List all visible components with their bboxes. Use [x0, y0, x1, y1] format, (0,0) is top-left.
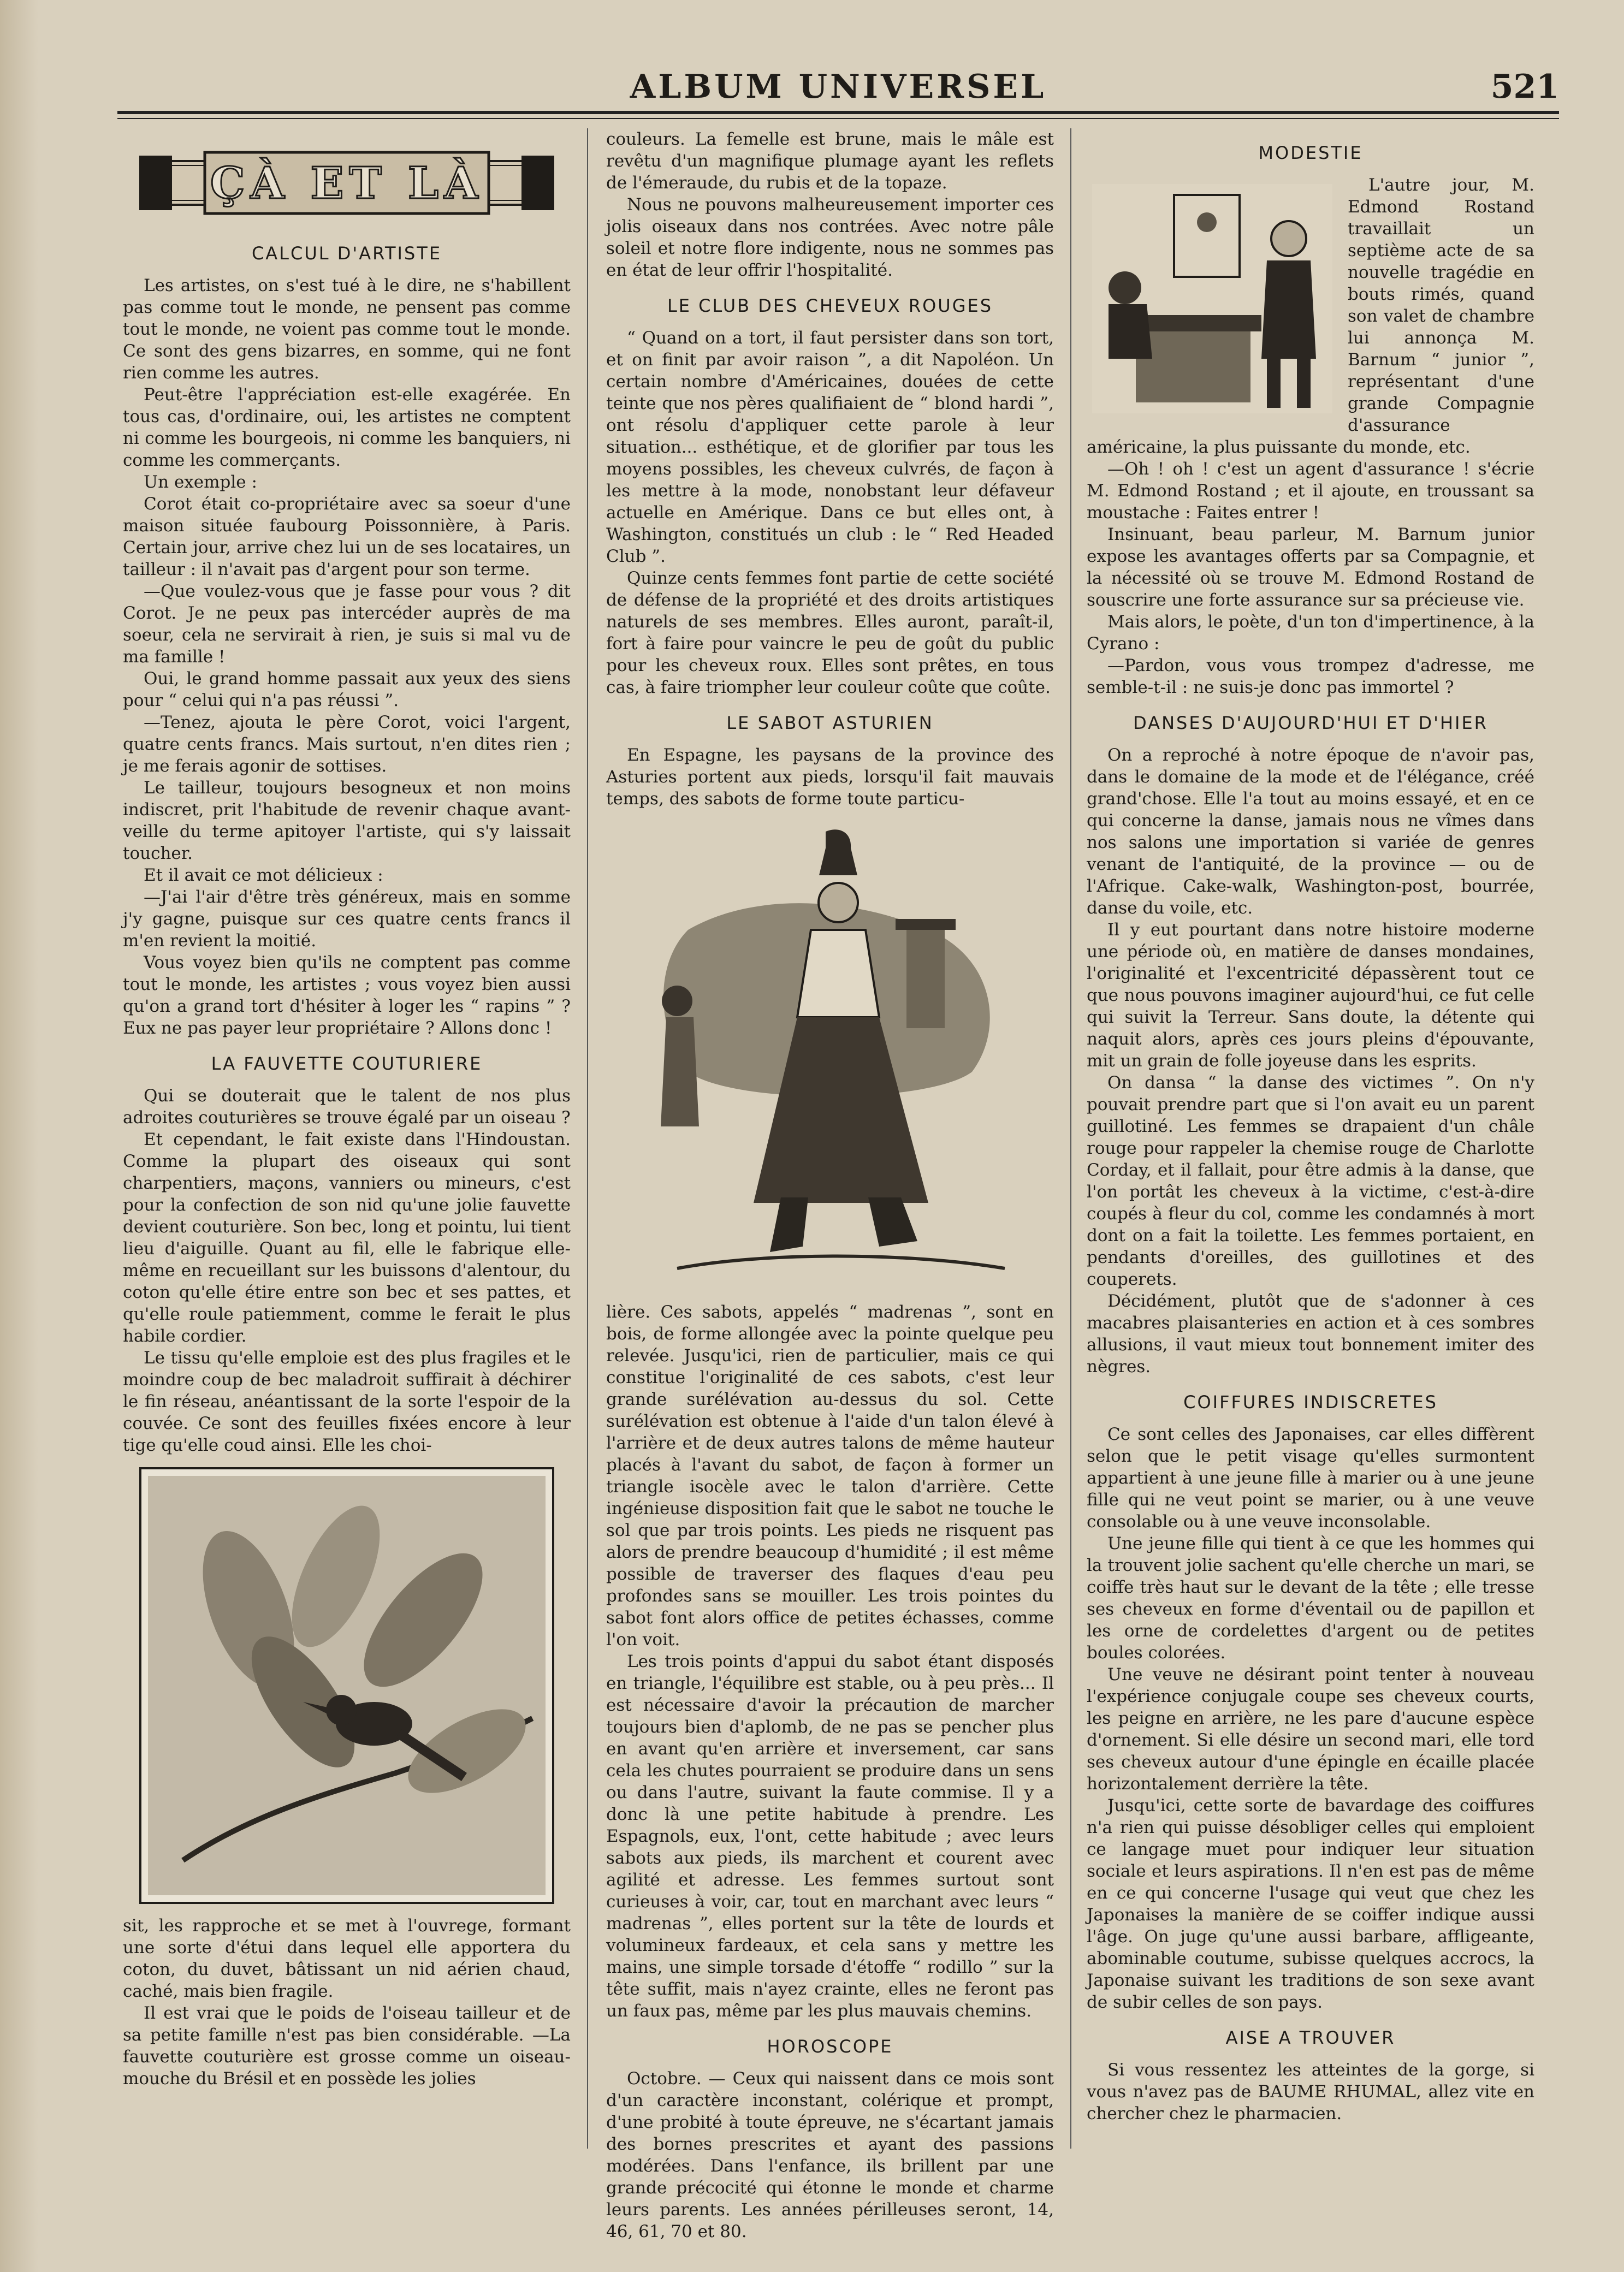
bird-illustration	[139, 1467, 554, 1904]
paragraph: Il est vrai que le poids de l'oiseau tailleur et de sa petite famille n'est pas bien considérable. —La fauvette couturière est grosse comme un oiseau-mouche du Brésil et en possède les jolies	[123, 2003, 571, 2089]
paragraph: —Tenez, ajouta le père Corot, voici l'argent, quatre cents francs. Mais surtout, n'en dites rien ; je me ferais agonir de sottises.	[123, 713, 571, 776]
paragraph: —Que voulez-vous que je fasse pour vous ? dit Corot. Je ne peux pas intercéder auprès de ma soeur, cela ne servirait à rien, je suis si mal vu de ma famille !	[123, 582, 571, 667]
section-title: COIFFURES INDISCRETES	[1183, 1392, 1438, 1413]
paragraph: lière. Ces sabots, appelés “ madrenas ”, sont en bois, de forme allongée avec la pointe quelque peu relevée. Jusqu'ici, rien de particulier, mais ce qui constitue l'originalité de ces sabots, c'est leur grande surélévation au-dessus du sol. Cette surélévation est obtenue à l'aide d'un talon élevé à l'arrière et de deux autres talons de même hauteur placés à l'avant du sabot, de façon à former un triangle isocèle avec le talon d'arrière. Cette ingénieuse disposition fait que le sabot ne touche le sol que par trois points. Les pieds ne risquent pas alors de prendre beaucoup d'humidité ; il est même possible de traverser des flaques d'eau peu profondes sans se mouiller. Les trois pointes du sabot font alors office de petites échasses, comme l'on voit.	[606, 1302, 1054, 1650]
section-title: LE CLUB DES CHEVEUX ROUGES	[667, 295, 993, 316]
paragraph: Les trois points d'appui du sabot étant disposés en triangle, l'équilibre est stable, ou à peu près... Il est nécessaire d'avoir la précaution de marcher toujours bien d'aplomb, de ne pas se pencher plus en avant qu'en arrière et inversement, car sans cela les chutes pourraient se produire dans un sens ou dans l'autre, suivant la faute commise. Il y a donc là une petite habitude à prendre. Les Espagnols, eux, l'ont, cette habitude ; avec leurs sabots aux pieds, ils marchent et courent avec agilité et adresse. Les femmes surtout sont curieuses à voir, car, tout en marchant avec leurs “ madrenas ”, elles portent sur la tête de lourds et volumineux fardeaux, et cela sans y mettre les mains, une simple torsade d'étoffe “ rodillo ” sur la tête suffit, mais n'ayez crainte, elles ne feront pas un faux pas, même par les plus mauvais chemins.	[606, 1652, 1054, 2021]
paragraph: Quinze cents femmes font partie de cette société de défense de la propriété et des droits artistiques naturels de ses membres. Elles auront, paraît-il, fort à faire pour vaincre le peu de goût du public pour les cheveux roux. Elles sont prêtes, en tous cas, à faire triompher leur couleur coûte que coûte.	[606, 568, 1054, 697]
column-2	[606, 128, 1054, 2241]
paragraph: Une veuve ne désirant point tenter à nouveau l'expérience conjugale coupe ses cheveux courts, les peigne en arrière, ne les pare d'aucune espèce d'ornement. Si elle désire un second mari, elle tord ses cheveux autour d'une épingle en écaille placée horizontalement derrière la tête.	[1087, 1665, 1534, 1794]
paragraph: Insinuant, beau parleur, M. Barnum junior expose les avantages offerts par sa Compagnie, et la nécessité où se trouve M. Edmond Rostand de souscrire une forte assurance sur sa précieuse vie.	[1087, 525, 1534, 610]
column-divider	[1070, 128, 1071, 2149]
paragraph: Vous voyez bien qu'ils ne comptent pas comme tout le monde, les artistes ; vous voyez bien aussi qu'on a grand tort d'hésiter à loger les “ rapins ” ? Eux ne pas payer leur propriétaire ? Allons donc !	[123, 953, 571, 1038]
section-title: MODESTIE	[1258, 143, 1363, 163]
paragraph: Une jeune fille qui tient à ce que les hommes qui la trouvent jolie sachent qu'elle cherche un mari, se coiffe très haut sur le devant de la tête ; elle tresse ses cheveux en forme d'éventail ou de papillon et les orne de cordelettes d'argent ou de petites boules colorées.	[1087, 1534, 1534, 1663]
journal-title: ALBUM UNIVERSEL	[630, 68, 1047, 106]
paragraph: Corot était co-propriétaire avec sa soeur d'une maison située faubourg Poissonnière, à Paris. Certain jour, arrive chez lui un de ses locataires, un tailleur : il n'avait pas d'argent pour son terme.	[123, 494, 571, 579]
paragraph: Décidément, plutôt que de s'adonner à ces macabres plaisanteries en action et à ces sombres allusions, il vaut mieux tout bonnement imiter des nègres.	[1087, 1291, 1534, 1377]
column-1	[123, 128, 571, 2149]
paragraph: Le tissu qu'elle emploie est des plus fragiles et le moindre coup de bec maladroit suffirait à déchirer le fin réseau, anéantissant de la sorte l'espoir de la couvée. Ce sont des feuilles fixées encore à leur tige qu'elle coud ainsi. Elle les choi-	[123, 1348, 571, 1455]
paragraph: Jusqu'ici, cette sorte de bavardage des coiffures n'a rien qui puisse désobliger celles qui emploient ce langage muet pour indiquer leur situation sociale et leurs aspirations. Il n'en est pas de même en ce qui concerne l'usage qui veut que chez les Japonaises la manière de se coiffer indique aussi l'âge. On juge qu'une aussi barbare, affligeante, abominable coutume, subisse quelques accrocs, la Japonaise suivant les traditions de son sexe avant de subir celles de son pays.	[1087, 1796, 1534, 2012]
paragraph: Qui se douterait que le talent de nos plus adroites couturières se trouve égalé par un oiseau ?	[123, 1086, 571, 1128]
section-title: AISE A TROUVER	[1225, 2027, 1396, 2048]
paragraph: En Espagne, les paysans de la province des Asturies portent aux pieds, lorsqu'il fait mauvais temps, des sabots de forme toute particu-	[606, 745, 1054, 809]
section-title: LA FAUVETTE COUTURIERE	[211, 1053, 483, 1074]
paragraph: sit, les rapproche et se met à l'ouvrege, formant une sorte d'étui dans lequel elle apportera du coton, du duvet, bâtissant un nid aérien chaud, caché, mais bien fragile.	[123, 1916, 571, 2001]
paragraph: “ Quand on a tort, il faut persister dans son tort, et on finit par avoir raison ”, a dit Napoléon. Un certain nombre d'Américaines, douées de cette teinte que nos pères qualifiaient de “ blond hardi ”, ont résolu d'appliquer cette parole à leur situation... esthétique, et de glorifier par tous les moyens possibles, les cheveux culvrés, de façon à les mettre à la mode, nonobstant leur défaveur actuelle en Amérique. Dans ce but elles ont, à Washington, constitués un club : le “ Red Headed Club ”.	[606, 328, 1054, 566]
paragraph: Mais alors, le poète, d'un ton d'impertinence, à la Cyrano :	[1087, 612, 1534, 654]
paragraph: —J'ai l'air d'être très généreux, mais en somme j'y gagne, puisque sur ces quatre cents francs il m'en revient la moitié.	[123, 887, 571, 951]
paragraph: Et il avait ce mot délicieux :	[144, 865, 383, 885]
paragraph: Les artistes, on s'est tué à le dire, ne s'habillent pas comme tout le monde, ne pensent pas comme tout le monde, ne voient pas comme tout le monde. Ce sont des gens bizarres, en somme, qui ne font rien comme les autres.	[123, 276, 571, 383]
paragraph: —Oh ! oh ! c'est un agent d'assurance ! s'écrie M. Edmond Rostand ; et il ajoute, en troussant sa moustache : Faites entrer !	[1087, 459, 1534, 523]
paragraph: Nous ne pouvons malheureusement importer ces jolis oiseaux dans nos contrées. Avec notre pâle soleil et notre flore indigente, nous ne sommes pas en état de leur offrir l'hospitalité.	[606, 195, 1054, 280]
section-title: CALCUL D'ARTISTE	[251, 243, 442, 264]
paragraph: Un exemple :	[144, 472, 257, 492]
paragraph: On dansa “ la danse des victimes ”. On n'y pouvait prendre part que si l'on avait eu un parent guillotiné. Les femmes se drapaient d'un châle rouge pour rappeler la chemise rouge de Charlotte Corday, et il fallait, pour être admis à la danse, que l'on portât les cheveux à la victime, c'est-à-dire coupés à fleur du col, comme les condamnés à mort dont on a fait la toilette. Les femmes portaient, en pendants d'oreilles, des guillotines et des couperets.	[1087, 1073, 1534, 1289]
column-divider	[587, 128, 588, 2149]
section-title: HOROSCOPE	[767, 2036, 893, 2057]
paragraph: Si vous ressentez les atteintes de la gorge, si vous n'avez pas de BAUME RHUMAL, allez vite en chercher chez le pharmacien.	[1087, 2060, 1534, 2123]
paragraph: On a reproché à notre époque de n'avoir pas, dans le domaine de la mode et de l'élégance, créé grand'chose. Elle l'a tout au moins essayé, et en ce qui concerne la danse, jamais nous ne vîmes dans nos salons une importation si variée de genres venant de l'antiquité, de la province — ou de l'Afrique. Cake-walk, Washington-post, bourrée, danse du voile, etc.	[1087, 745, 1534, 918]
paragraph: —Pardon, vous vous trompez d'adresse, me semble-t-il : ne suis-je donc pas immortel ?	[1087, 656, 1534, 697]
section-title: DANSES D'AUJOURD'HUI ET D'HIER	[1133, 713, 1488, 733]
header-rule-thin	[117, 118, 1559, 119]
page-header	[117, 66, 1559, 108]
paragraph: couleurs. La femelle est brune, mais le mâle est revêtu d'un magnifique plumage ayant les reflets de l'émeraude, du rubis et de la topaze.	[606, 129, 1054, 193]
paragraph: Peut-être l'appréciation est-elle exagérée. En tous cas, d'ordinaire, oui, les artistes ne comptent ni comme les bourgeois, ni comme les banquiers, ni comme les commerçants.	[123, 385, 571, 470]
paragraph: Il y eut pourtant dans notre histoire moderne une période où, en matière de danses mondaines, l'originalité et l'excentricité dépassèrent tout ce que nous pouvons imaginer aujourd'hui, ce fut celle qui suivit la Terreur. Sans doute, la détente qui naquit alors, après ces jours pleins d'épouvante, mit un grain de folle joyeuse dans les esprits.	[1087, 920, 1534, 1071]
column-3	[1087, 128, 1534, 2149]
binding-edge	[0, 0, 38, 2272]
header-rule	[117, 111, 1559, 114]
section-banner	[139, 145, 554, 221]
section-title: LE SABOT ASTURIEN	[726, 713, 934, 733]
paragraph: Oui, le grand homme passait aux yeux des siens pour “ celui qui n'a pas réussi ”.	[123, 669, 571, 710]
paragraph: L'autre jour, M. Edmond Rostand travaillait un septième acte de sa nouvelle tragédie en bouts rimés, quand son valet de chambre lui annonça M. Barnum “ junior ”, représentant d'une grande Compagnie d'assurance américaine, la plus puissante du monde, etc.	[1087, 175, 1534, 457]
paragraph: Le tailleur, toujours besogneux et non moins indiscret, prit l'habitude de revenir chaque avant-veille du terme apitoyer l'artiste, qui s'y laissait toucher.	[123, 778, 571, 863]
svg-text:ÇÀ ET LÀ: ÇÀ ET LÀ	[210, 157, 484, 209]
paragraph: Ce sont celles des Japonaises, car elles diffèrent selon que le petit visage qu'elles surmontent appartient à une jeune fille à marier ou à une jeune fille qui ne veut point se marier, ou à une veuve consolable ou à une veuve inconsolable.	[1087, 1425, 1534, 1532]
asturian-woman-illustration	[623, 821, 1038, 1290]
paragraph: Octobre. — Ceux qui naissent dans ce mois sont d'un caractère inconstant, colérique et prompt, d'une probité à toute épreuve, ne s'écartant jamais des bornes prescrites et ayant des passions modérées. Dans l'enfance, ils brillent par une grande précocité qui étonne le monde et charme leurs parents. Les années périlleuses seront, 14, 46, 61, 70 et 80.	[606, 2069, 1054, 2241]
paragraph: Et cependant, le fait existe dans l'Hindoustan. Comme la plupart des oiseaux qui sont charpentiers, maçons, vanniers ou mineurs, c'est pour la confection de son nid qu'une jolie fauvette devient couturière. Son bec, long et pointu, lui tient lieu d'aiguille. Quant au fil, elle le fabrique elle-même en recueillant sur les buissons d'alentour, du coton qu'elle étire entre son bec et ses pattes, et qu'elle roule patiemment, comme le ferait le plus habile cordier.	[123, 1130, 571, 1346]
rostand-illustration	[1087, 179, 1338, 419]
page-number: 521	[1490, 68, 1559, 106]
